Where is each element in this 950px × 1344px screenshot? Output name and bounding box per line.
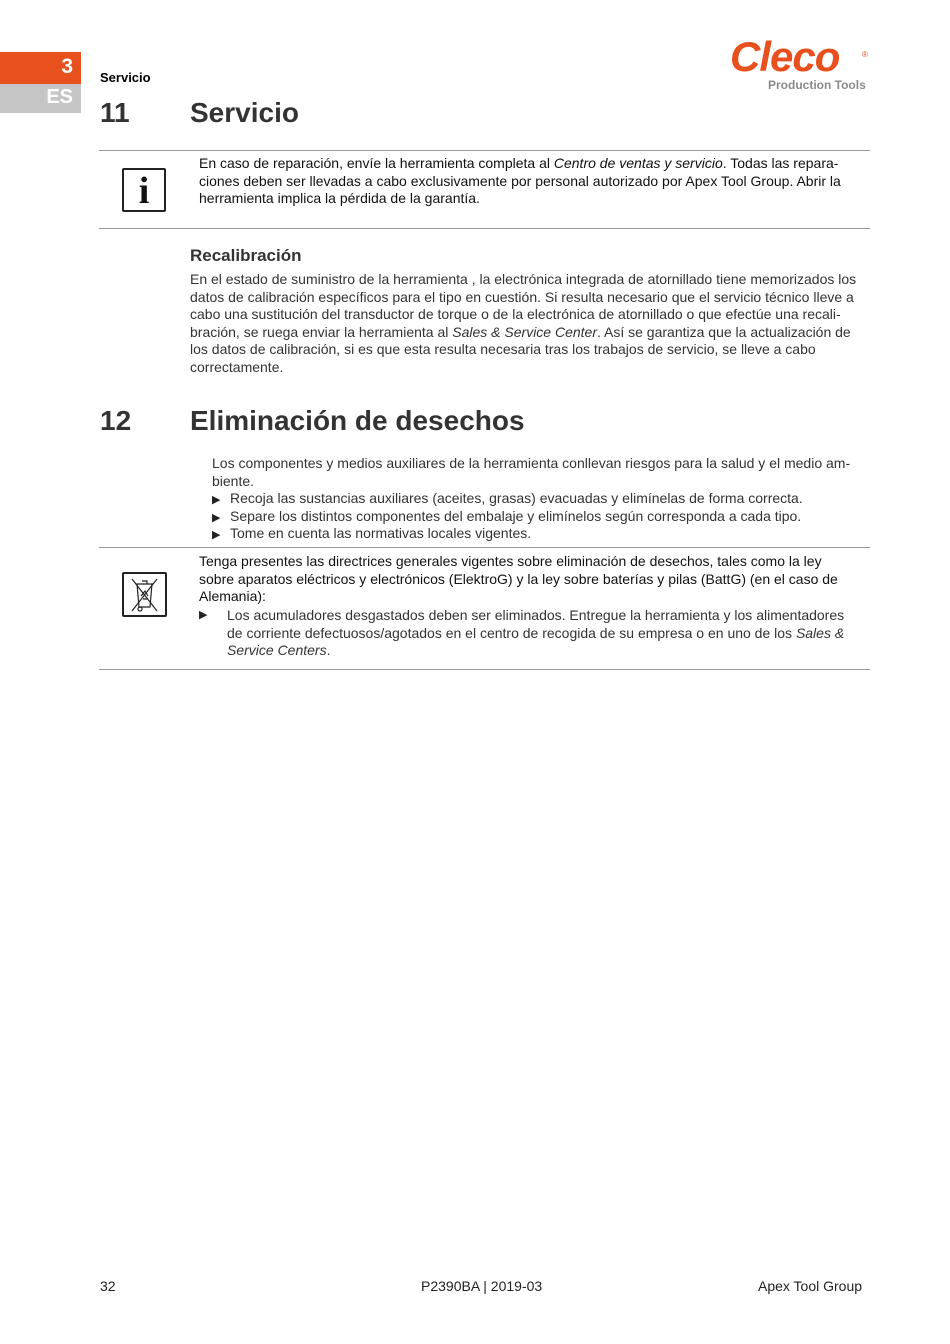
divider bbox=[99, 669, 870, 670]
logo: Cleco bbox=[730, 33, 840, 80]
weee-note: Tenga presentes las directrices generales vigentes sobre eliminación de desechos, tales como la ley sobre aparatos eléctricos y electrónicos (ElektroG) y la ley sobre baterías y pilas (BattG) (en el caso de Alemania): bbox=[199, 553, 838, 604]
recalibration-paragraph: En el estado de suministro de la herramienta , la electrónica integrada de atornillado tiene memorizados los datos de calibración específicos para el tipo en cuestión. Si resulta necesario que el servicio técnico lleve a cabo una sustitución del transductor de torque o de la electrónica de atornillado o que efectúe una recali- bración, se ruega enviar la herramienta al Sales & Service Center. Así se garantiza que la actualización de los datos de calibración, si es que esta resulta necesaria tras los trabajos de servicio, se lleve a cabo correctamente. bbox=[190, 271, 857, 375]
document-id: P2390BA | 2019-03 bbox=[421, 1278, 543, 1294]
recalibration-heading: Recalibración bbox=[190, 246, 302, 265]
language-code: ES bbox=[46, 86, 73, 108]
divider bbox=[99, 150, 870, 151]
list-item: ▶ Los acumuladores desgastados deben ser eliminados. Entregue la herramienta y los alimentadores de corriente defectuosos/agotados en el centro de recogida de su empresa o en uno de los Sales & Service Centers. bbox=[199, 607, 845, 658]
chapter-tab bbox=[0, 52, 81, 84]
running-header: Servicio bbox=[100, 70, 151, 85]
divider bbox=[99, 228, 870, 229]
bullet-arrow-icon: ▶ bbox=[199, 609, 208, 621]
disposal-intro: Los componentes y medios auxiliares de la herramienta conllevan riesgos para la salud y el medio am- biente. bbox=[212, 455, 851, 489]
divider bbox=[99, 547, 870, 548]
section-11-title: Servicio bbox=[190, 97, 299, 128]
section-11-number: 11 bbox=[100, 97, 130, 128]
bullet-arrow-icon: ▶ bbox=[212, 494, 221, 506]
language-tab bbox=[0, 84, 81, 113]
list-item: ▶ Separe los distintos componentes del embalaje y elimínelos según corresponda a cada tipo. bbox=[212, 508, 801, 528]
page-number: 32 bbox=[100, 1278, 116, 1294]
crossed-out-wheelie-bin-icon bbox=[122, 572, 167, 617]
list-item: ▶ Tome en cuenta las normativas locales vigentes. bbox=[212, 525, 531, 545]
service-note: En caso de reparación, envíe la herramienta completa al Centro de ventas y servicio. Todas las repara- ciones deben ser llevadas a cabo exclusivamente por personal autorizado por Apex Tool Group. Abrir la herramienta implica la pérdida de la garantía. bbox=[199, 155, 841, 206]
list-item: ▶ Recoja las sustancias auxiliares (aceites, grasas) evacuadas y elimínelas de forma correcta. bbox=[212, 490, 803, 510]
info-icon: i bbox=[122, 168, 166, 212]
bullet-arrow-icon: ▶ bbox=[212, 529, 221, 541]
section-12-number: 12 bbox=[100, 405, 132, 436]
section-12-title: Eliminación de desechos bbox=[190, 405, 525, 436]
logo-registered-mark: ® bbox=[862, 50, 868, 59]
chapter-number: 3 bbox=[61, 55, 73, 78]
footer-company: Apex Tool Group bbox=[758, 1278, 863, 1294]
bullet-arrow-icon: ▶ bbox=[212, 512, 221, 524]
logo-subtitle: Production Tools bbox=[768, 78, 866, 92]
